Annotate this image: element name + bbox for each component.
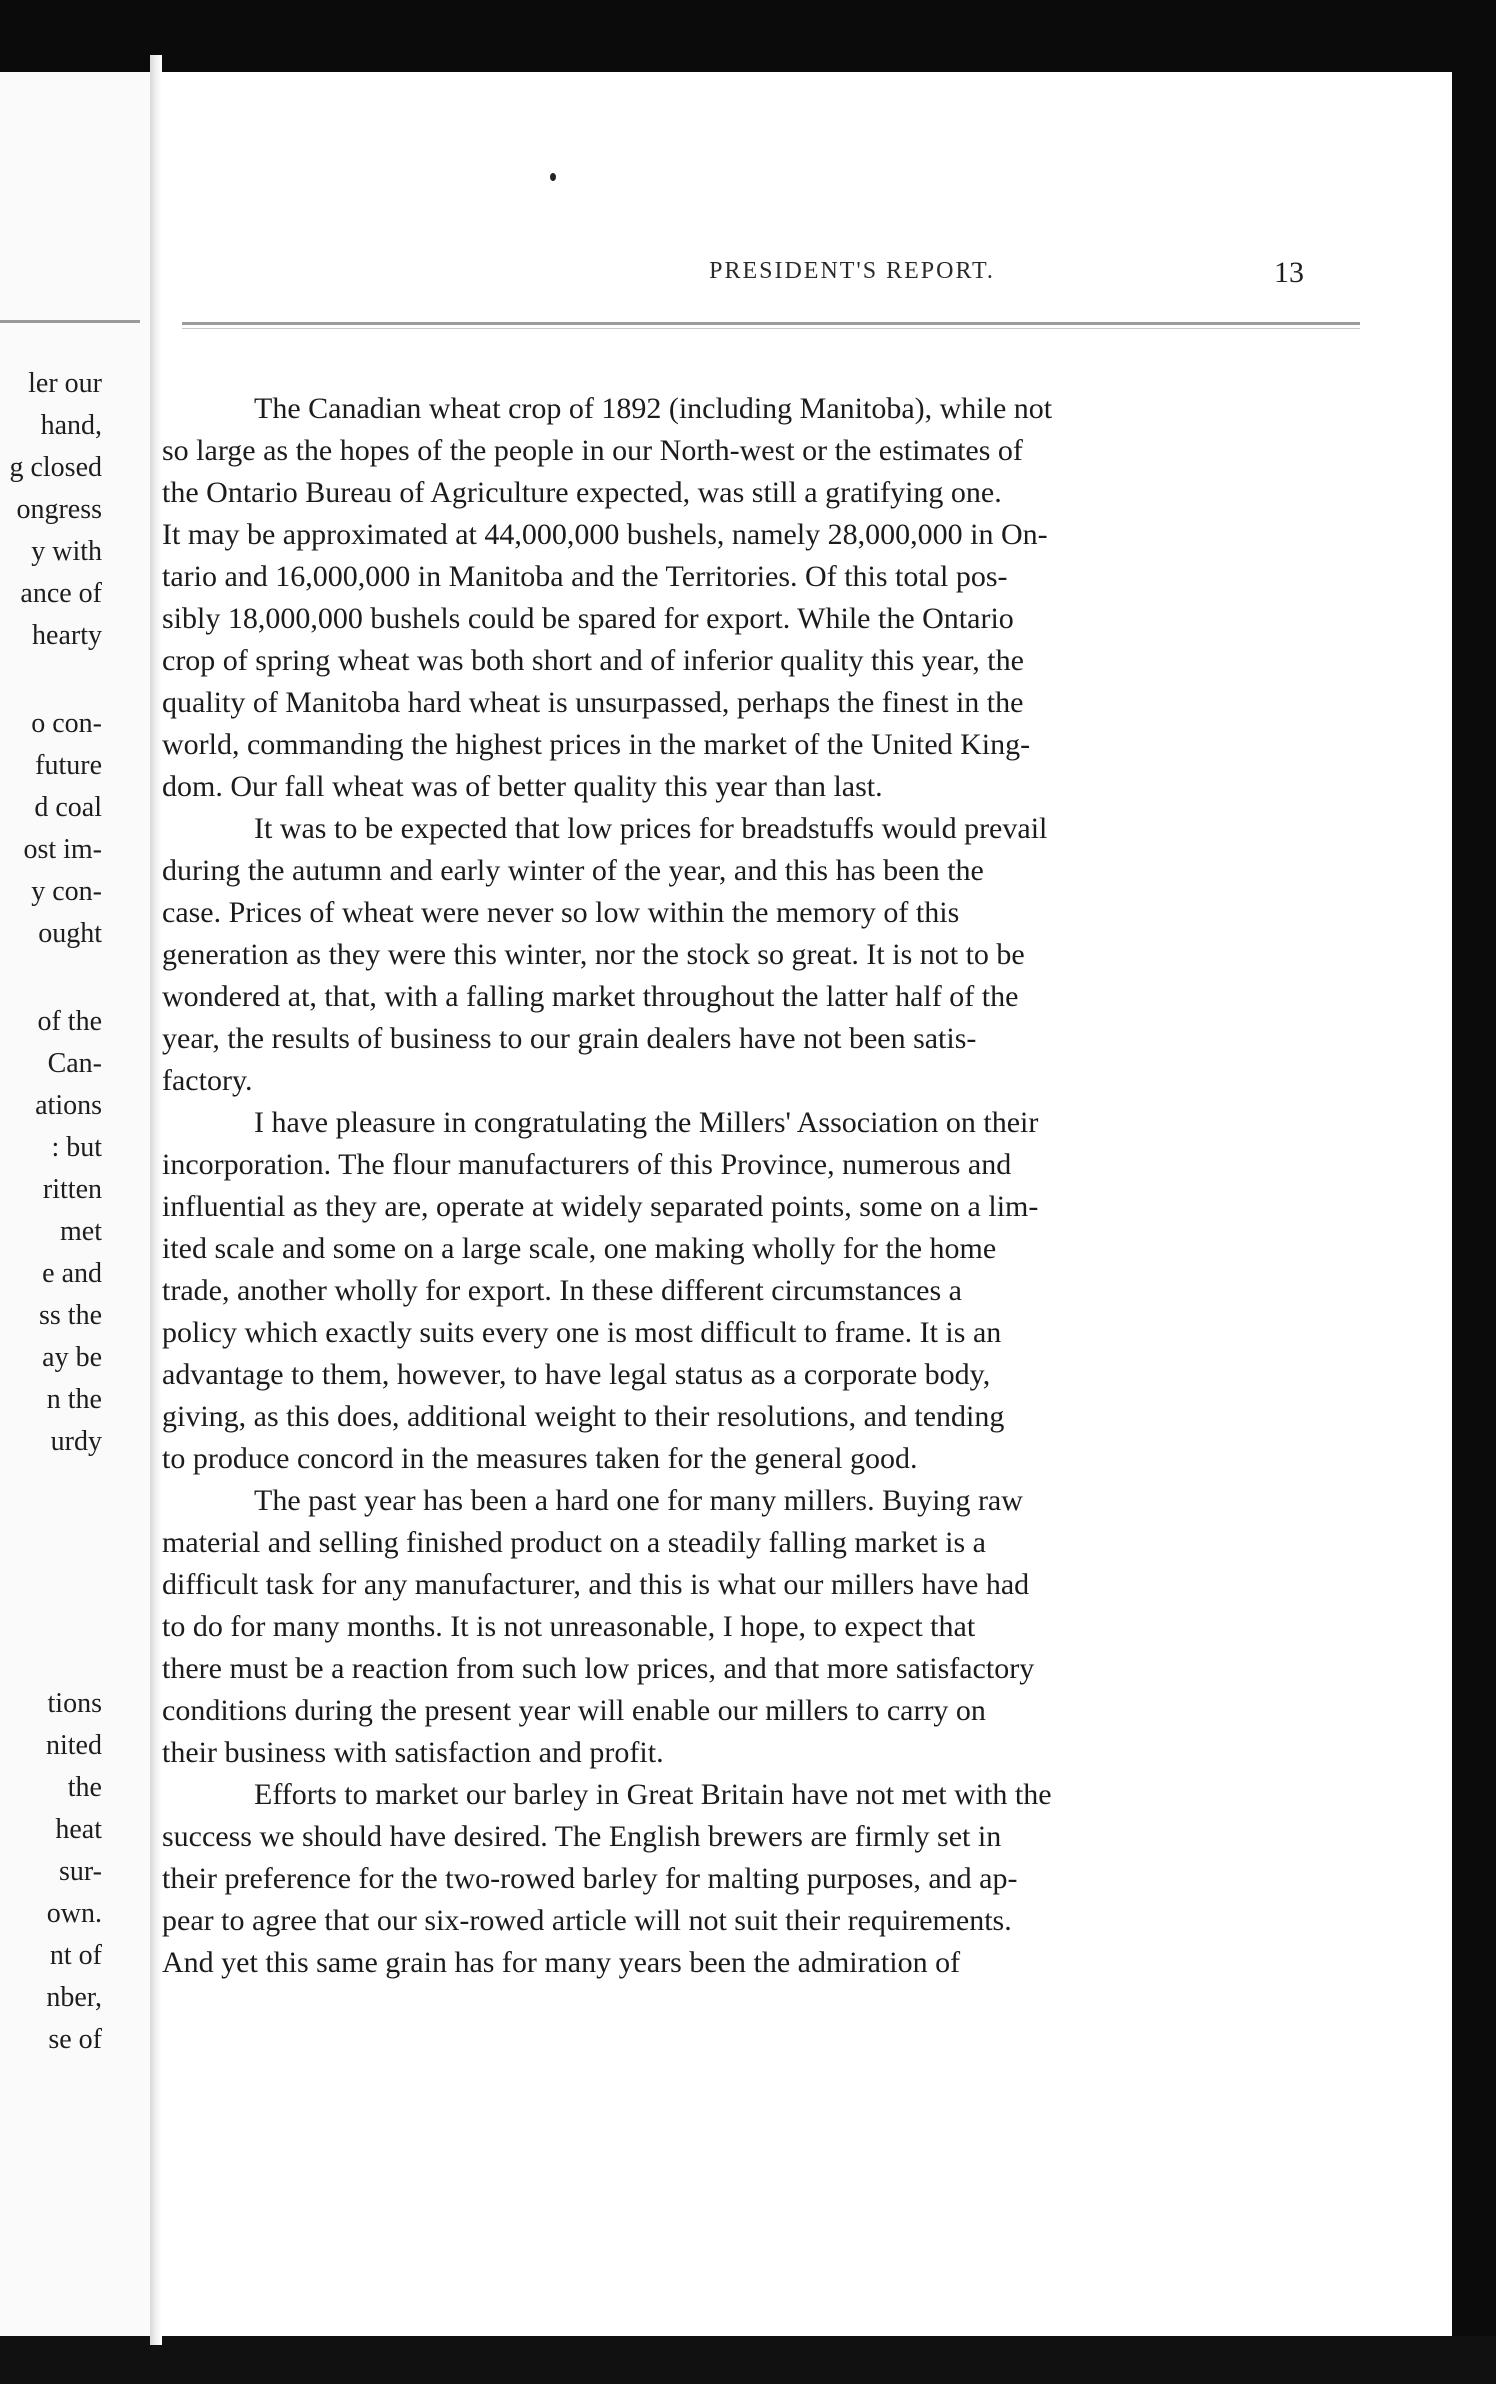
body-line: difficult task for any manufacturer, and this is what our millers have had <box>162 1568 1030 1601</box>
facing-page-fragment <box>0 72 150 2336</box>
body-line: I have pleasure in congratulating the Millers' Association on their <box>254 1106 1039 1139</box>
facing-page-line: hearty <box>32 620 102 651</box>
facing-page-rule <box>0 320 140 323</box>
body-line: case. Prices of wheat were never so low within the memory of this <box>162 896 960 929</box>
facing-page-line: y con- <box>31 876 102 907</box>
facing-page-line: hand, <box>40 410 102 441</box>
body-line: quality of Manitoba hard wheat is unsurpassed, perhaps the finest in the <box>162 686 1024 719</box>
body-line: It was to be expected that low prices for breadstuffs would prevail <box>254 812 1048 845</box>
facing-page-line: ations <box>35 1090 102 1121</box>
body-line: wondered at, that, with a falling market throughout the latter half of the <box>162 980 1019 1013</box>
body-line: The Canadian wheat crop of 1892 (including Manitoba), while not <box>254 392 1053 425</box>
facing-page-line: ss the <box>39 1300 102 1331</box>
body-line: influential as they are, operate at widely separated points, some on a lim- <box>162 1190 1039 1223</box>
body-line: advantage to them, however, to have legal status as a corporate body, <box>162 1358 991 1391</box>
body-line: ited scale and some on a large scale, one making wholly for the home <box>162 1232 997 1265</box>
body-line: The past year has been a hard one for many millers. Buying raw <box>254 1484 1023 1517</box>
facing-page-line: e and <box>42 1258 102 1289</box>
body-line: crop of spring wheat was both short and of inferior quality this year, the <box>162 644 1024 677</box>
body-line: to do for many months. It is not unreasonable, I hope, to expect that <box>162 1610 976 1643</box>
facing-page-line: sur- <box>59 1856 102 1887</box>
body-line: success we should have desired. The English brewers are firmly set in <box>162 1820 1002 1853</box>
body-line: sibly 18,000,000 bushels could be spared for export. While the Ontario <box>162 602 1014 635</box>
body-line: factory. <box>162 1064 253 1097</box>
facing-page-line: nber, <box>46 1982 102 2013</box>
facing-page-line: ance of <box>20 578 102 609</box>
body-line: dom. Our fall wheat was of better quality this year than last. <box>162 770 883 803</box>
body-line: Efforts to market our barley in Great Britain have not met with the <box>254 1778 1052 1811</box>
facing-page-line: the <box>67 1772 102 1803</box>
body-line: giving, as this does, additional weight to their resolutions, and tending <box>162 1400 1005 1433</box>
body-line: the Ontario Bureau of Agriculture expected, was still a gratifying one. <box>162 476 1002 509</box>
facing-page-line: of the <box>37 1006 102 1037</box>
body-line: tario and 16,000,000 in Manitoba and the Territories. Of this total pos- <box>162 560 1008 593</box>
scan-right-border <box>1452 0 1496 2384</box>
body-line: world, commanding the highest prices in the market of the United King- <box>162 728 1031 761</box>
facing-page-line: ongress <box>16 494 102 525</box>
facing-page-line: o con- <box>31 708 102 739</box>
facing-page-line: y with <box>31 536 102 567</box>
facing-page-line: ay be <box>42 1342 102 1373</box>
body-line: policy which exactly suits every one is most difficult to frame. It is an <box>162 1316 1002 1349</box>
facing-page-line: nited <box>46 1730 102 1761</box>
facing-page-line: ost im- <box>23 834 102 865</box>
facing-page-line: met <box>60 1216 102 1247</box>
body-line: to produce concord in the measures taken for the general good. <box>162 1442 918 1475</box>
body-line: during the autumn and early winter of the year, and this has been the <box>162 854 984 887</box>
body-line: incorporation. The flour manufacturers of this Province, numerous and <box>162 1148 1012 1181</box>
scan-top-border <box>0 0 1496 72</box>
facing-page-line: d coal <box>34 792 102 823</box>
page-number: 13 <box>1274 256 1304 289</box>
running-head: PRESIDENT'S REPORT. <box>709 258 995 284</box>
body-line: year, the results of business to our grain dealers have not been satis- <box>162 1022 977 1055</box>
book-gutter <box>150 55 162 2345</box>
body-line: material and selling finished product on a steadily falling market is a <box>162 1526 986 1559</box>
body-line: And yet this same grain has for many years been the admiration of <box>162 1946 961 1979</box>
facing-page-line: ler our <box>28 368 102 399</box>
scan-bottom-border <box>0 2336 1496 2384</box>
body-line: pear to agree that our six-rowed article will not suit their requirements. <box>162 1904 1012 1937</box>
header-rule-thin <box>182 328 1360 329</box>
facing-page-line: tions <box>47 1688 102 1719</box>
facing-page-line: heat <box>55 1814 102 1845</box>
facing-page-line: g closed <box>9 452 102 483</box>
body-line: so large as the hopes of the people in our North-west or the estimates of <box>162 434 1023 467</box>
facing-page-line: nt of <box>49 1940 102 1971</box>
body-line: their business with satisfaction and profit. <box>162 1736 664 1769</box>
header-rule <box>182 322 1360 325</box>
body-line: trade, another wholly for export. In these different circumstances a <box>162 1274 962 1307</box>
report-page <box>162 72 1452 2336</box>
facing-page-line: n the <box>46 1384 102 1415</box>
body-line: there must be a reaction from such low prices, and that more satisfactory <box>162 1652 1035 1685</box>
facing-page-line: : but <box>51 1132 102 1163</box>
facing-page-line: Can- <box>47 1048 102 1079</box>
facing-page-line: ought <box>38 918 102 949</box>
body-line: conditions during the present year will enable our millers to carry on <box>162 1694 986 1727</box>
facing-page-line: urdy <box>50 1426 102 1457</box>
scan-speck <box>550 173 556 181</box>
body-line: their preference for the two-rowed barley for malting purposes, and ap- <box>162 1862 1018 1895</box>
facing-page-line: future <box>35 750 102 781</box>
body-line: It may be approximated at 44,000,000 bushels, namely 28,000,000 in On- <box>162 518 1048 551</box>
body-line: generation as they were this winter, nor the stock so great. It is not to be <box>162 938 1025 971</box>
facing-page-line: own. <box>46 1898 102 1929</box>
facing-page-line: ritten <box>42 1174 102 1205</box>
facing-page-line: se of <box>48 2024 102 2055</box>
